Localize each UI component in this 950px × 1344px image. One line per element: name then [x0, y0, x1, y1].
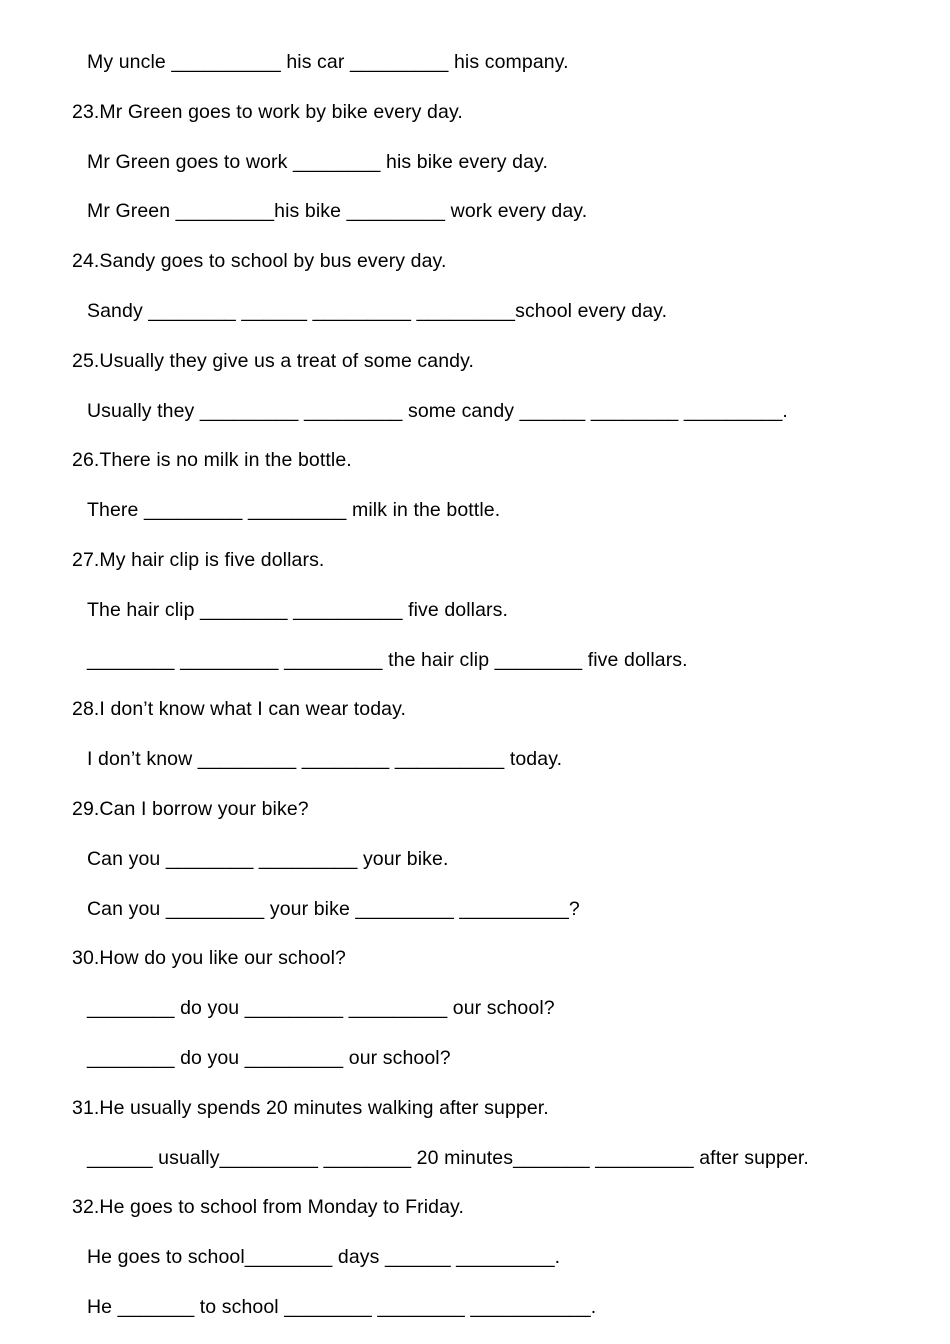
- answer-line: Mr Green goes to work ________ his bike every day.: [87, 150, 548, 173]
- question-line: 25.Usually they give us a treat of some candy.: [72, 349, 475, 372]
- question-line: 28.I don’t know what I can wear today.: [72, 698, 407, 721]
- question-line: 23.Mr Green goes to work by bike every day.: [72, 100, 463, 123]
- answer-line: ________ _________ _________ the hair clip ________ five dollars.: [87, 648, 688, 671]
- answer-line: ________ do you _________ our school?: [87, 1046, 451, 1069]
- question-line: 27.My hair clip is five dollars.: [72, 548, 325, 571]
- answer-line: Can you _________ your bike _________ __________?: [87, 897, 580, 920]
- answer-line: Usually they _________ _________ some candy ______ ________ _________.: [87, 399, 788, 422]
- question-line: 30.How do you like our school?: [72, 947, 346, 970]
- question-line: 29.Can I borrow your bike?: [72, 797, 309, 820]
- answer-line: Sandy ________ ______ _________ _________school every day.: [87, 299, 668, 322]
- answer-line: There _________ _________ milk in the bottle.: [87, 499, 501, 522]
- answer-line: My uncle __________ his car _________ his company.: [87, 51, 569, 73]
- answer-line: ________ do you _________ _________ our school?: [87, 997, 555, 1020]
- exercise-lines: [0, 44, 950, 1339]
- question-line: 26.There is no milk in the bottle.: [72, 449, 352, 472]
- answer-line: He goes to school________ days ______ _________.: [87, 1246, 561, 1269]
- question-line: 31.He usually spends 20 minutes walking after supper.: [72, 1096, 549, 1119]
- answer-line: The hair clip ________ __________ five dollars.: [87, 598, 508, 621]
- answer-line: ______ usually_________ ________ 20 minutes_______ _________ after supper.: [87, 1146, 809, 1169]
- answer-line: He _______ to school ________ ________ ___________.: [87, 1295, 597, 1318]
- question-line: 32.He goes to school from Monday to Friday.: [72, 1196, 464, 1219]
- answer-line: Mr Green _________his bike _________ work every day.: [87, 200, 588, 223]
- answer-line: Can you ________ _________ your bike.: [87, 847, 449, 870]
- question-line: 24.Sandy goes to school by bus every day.: [72, 250, 447, 273]
- answer-line: I don’t know _________ ________ __________ today.: [87, 748, 563, 771]
